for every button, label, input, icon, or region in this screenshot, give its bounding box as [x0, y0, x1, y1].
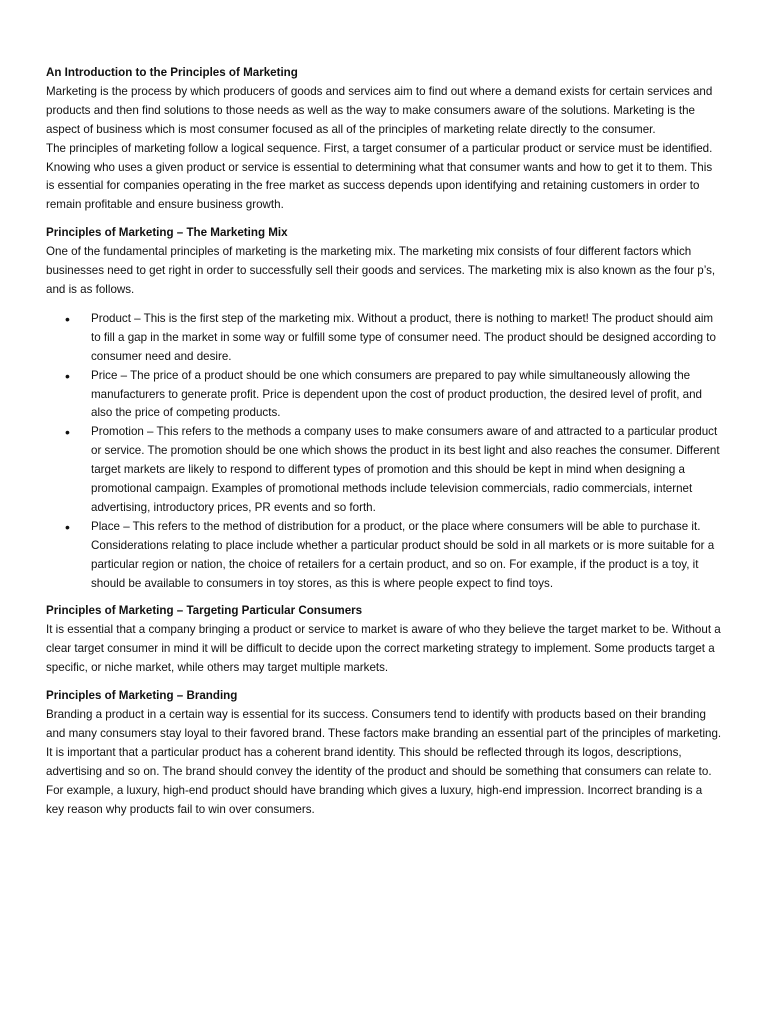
list-item-price [46, 367, 722, 424]
branding-heading: Principles of Marketing – Branding [46, 689, 238, 703]
list-item-text: Product – This is the first step of the marketing mix. Without a product, there is nothing to market! The product should aim to fill a gap in the market in some way or fulfill some type of consumer need. The product should be designed according to consumer need and desire. [91, 311, 716, 363]
list-item-place [46, 518, 722, 594]
intro-paragraph-1: Marketing is the process by which producers of goods and services aim to find out where a demand exists for certain services and products and then find solutions to those needs as well as the way to make consumers aware of the solutions. Marketing is the aspect of business which is most consumer focused as all of the principles of marketing relate directly to the consumer. [46, 84, 713, 136]
targeting-section [46, 602, 722, 678]
list-item-text: Price – The price of a product should be one which consumers are prepared to pay while simultaneously allowing the manufacturers to generate profit. Price is dependent upon the cost of product production, the desired level of profit, and also the price of competing products. [91, 368, 702, 420]
targeting-heading: Principles of Marketing – Targeting Particular Consumers [46, 604, 363, 618]
list-item-text: Place – This refers to the method of distribution for a product, or the place where consumers will be able to purchase it. Considerations relating to place include whether a particular product should be sold in all markets or is more suitable for a particular region or nation, the choice of retailers for a certain product, and so on. For example, if the product is a toy, it should be available to consumers in toy stores, as this is where people expect to find toys. [91, 519, 715, 590]
bullet-icon: • [65, 518, 70, 535]
marketing-mix-heading: Principles of Marketing – The Marketing Mix [46, 226, 288, 240]
marketing-mix-paragraph: One of the fundamental principles of marketing is the marketing mix. The marketing mix consists of four different factors which businesses need to get right in order to successfully sell their goods and services. The marketing mix is also known as the four p’s, and is as follows. [46, 245, 716, 296]
list-item-text: Promotion – This refers to the methods a company uses to make consumers aware of and attracted to a particular product or service. The promotion should be one which shows the product in its best light and also reaches the consumer. Different target markets are likely to respond to different types of promotion and this should be kept in mind when designing a promotional campaign. Examples of promotional methods include television commercials, radio commercials, internet advertising, introductory prices, PR events and so forth. [91, 425, 720, 514]
marketing-mix-section [46, 224, 722, 593]
bullet-icon: • [65, 310, 70, 327]
targeting-paragraph: It is essential that a company bringing a product or service to market is aware of who they believe the target market to be. Without a clear target consumer in mind it will be difficult to decide upon the correct marketing strategy to implement. Some products target a specific, or niche market, while others may target multiple markets. [46, 623, 721, 675]
bullet-icon: • [65, 367, 70, 384]
branding-section [46, 687, 722, 819]
intro-section [46, 64, 722, 215]
intro-paragraph-2: The principles of marketing follow a logical sequence. First, a target consumer of a particular product or service must be identified. Knowing who uses a given product or service is essential to determining what that consumer wants and how to get it to them. This is essential for companies operating in the free market as success depends upon identifying and retaining customers in order to remain profitable and ensure business growth. [46, 141, 713, 212]
list-item-product [46, 310, 722, 367]
branding-paragraph: Branding a product in a certain way is essential for its success. Consumers tend to identify with products based on their branding and many consumers stay loyal to their favored brand. These factors make branding an essential part of the principles of marketing. It is important that a particular product has a coherent brand identity. This should be reflected through its logos, descriptions, advertising and so on. The brand should convey the identity of the product and should be something that consumers can relate to. For example, a luxury, high-end product should have branding which gives a luxury, high-end impression. Incorrect branding is a key reason why products fail to win over consumers. [46, 708, 722, 816]
bullet-icon: • [65, 424, 70, 441]
list-item-promotion [46, 423, 722, 518]
four-ps-list [46, 310, 722, 594]
intro-heading: An Introduction to the Principles of Marketing [46, 66, 298, 79]
